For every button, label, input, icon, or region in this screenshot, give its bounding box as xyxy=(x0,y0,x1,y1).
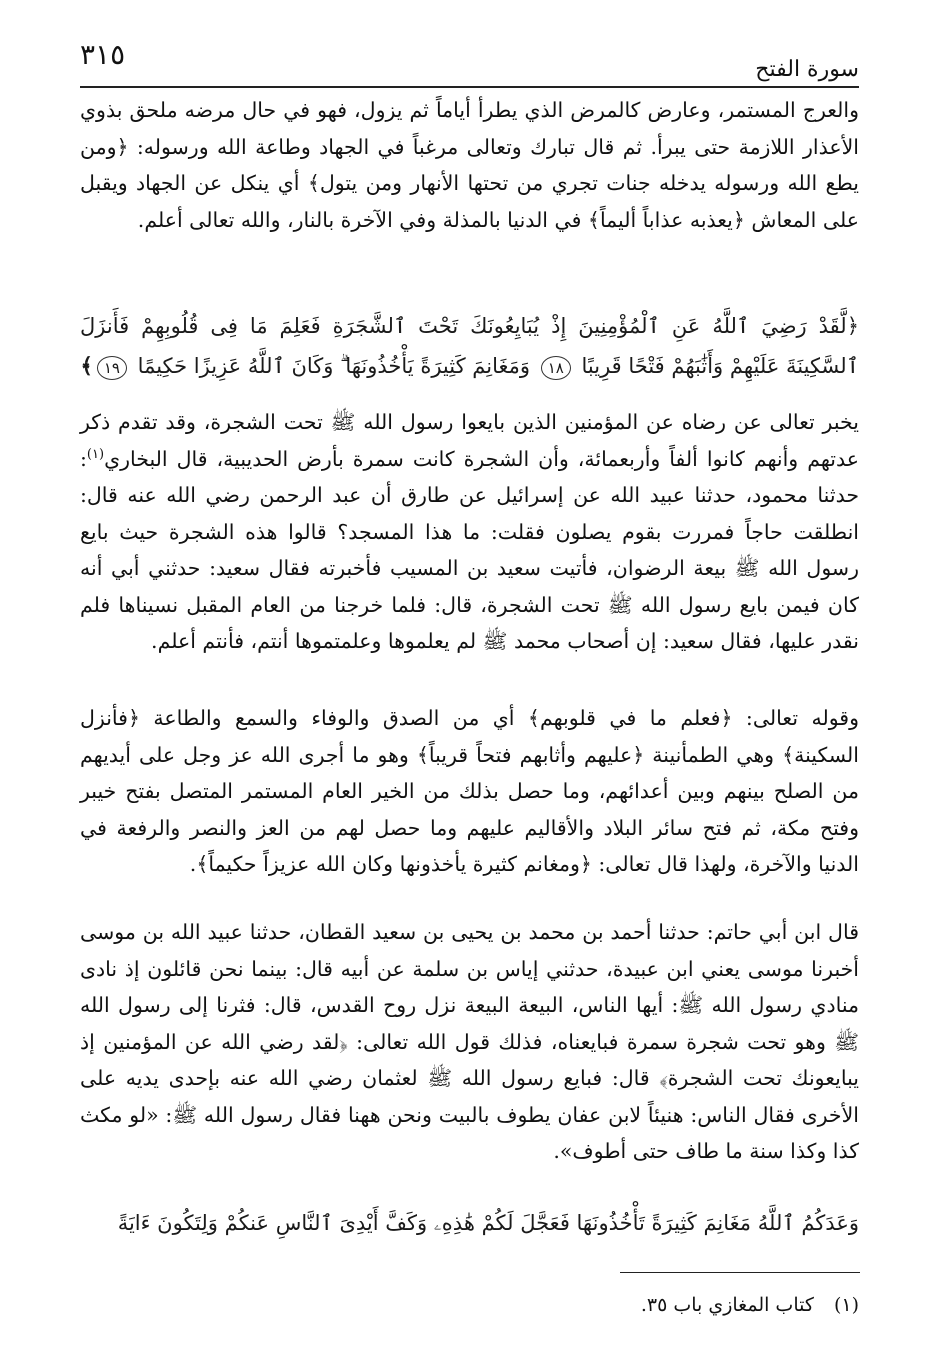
quran-verse-block xyxy=(80,306,859,386)
footnote-number: (١) xyxy=(833,1294,859,1316)
paragraph-1: والعرج المستمر، وعارض كالمرض الذي يطرأ أياماً ثم يزول، فهو في حال مرضه ملحق بذوي الأعذار اللازمة حتى يبرأ. ثم قال تبارك وتعالى مرغباً في الجهاد وطاعة الله ورسوله: ﴿ومن يطع الله ورسوله يدخله جنات تجري من تحتها الأنهار ومن يتول﴾ أي ينكل عن الجهاد ويقبل على المعاش ﴿يعذبه عذاباً أليماً﴾ في الدنيا بالمذلة وفي الآخرة بالنار، والله تعالى أعلم. xyxy=(80,98,859,232)
page-number: ٣١٥ xyxy=(80,38,126,71)
closing-bracket: ﴾ xyxy=(80,354,93,378)
verse-18-text: ﴿لَّقَدْ رَضِيَ ٱللَّهُ عَنِ ٱلْمُؤْمِنِينَ إِذْ يُبَايِعُونَكَ تَحْتَ ٱلشَّجَرَةِ فَعَلِمَ مَا فِى قُلُوبِهِمْ فَأَنزَلَ ٱلسَّكِينَةَ عَلَيْهِمْ وَأَثَٰبَهُمْ فَتْحًا قَرِيبًا xyxy=(80,314,859,378)
paragraph-2-part-2: : حدثنا محمود، حدثنا عبيد الله عن إسرائيل عن طارق أن عبد الرحمن رضي الله عنه قال: انطلقت حاجاً فمررت بقوم يصلون فقلت: ما هذا المسجد؟ قالوا هذه الشجرة حيث بايع رسول الله ﷺ بيعة الرضوان، فأتيت سعيد بن المسيب فأخبرته فقال سعيد: حدثني أبي أنه كان فيمن بايع رسول الله ﷺ تحت الشجرة، قال: فلما خرجنا من العام المقبل نسيناها فلم نقدر عليها، فقال سعيد: إن أصحاب محمد ﷺ لم يعلموها وعلمتموها أنتم، فأنتم أعلم. xyxy=(80,446,859,653)
quran-verse-next: وَعَدَكُمُ ٱللَّهُ مَغَانِمَ كَثِيرَةً تَأْخُذُونَهَا فَعَجَّلَ لَكُمْ هَٰذِهِۦ وَكَفَّ أَيْدِىَ ٱلنَّاسِ عَنكُمْ وَلِتَكُونَ ءَايَةً xyxy=(117,1211,859,1235)
paragraph-3: وقوله تعالى: ﴿فعلم ما في قلوبهم﴾ أي من الصدق والوفاء والسمع والطاعة ﴿فأنزل السكينة﴾ وهي الطمأنينة ﴿عليهم وأثابهم فتحاً قريباً﴾ وهو ما أجرى الله عز وجل على أيديهم من الصلح بينهم وبين أعدائهم، وما حصل بذلك من الخير العام المستمر المتصل بفتح خيبر وفتح مكة، ثم فتح سائر البلاد والأقاليم عليهم وما حصل لهم من العز والنصر والرفعة في الدنيا والآخرة، ولهذا قال تعالى: ﴿ومغانم كثيرة يأخذونها وكان الله عزيزاً حكيماً﴾. xyxy=(80,706,859,876)
footnote-reference[interactable]: (١) xyxy=(86,446,105,462)
paragraph-2 xyxy=(80,404,859,660)
paragraph-2-part-1: يخبر تعالى عن رضاه عن المؤمنين الذين بايعوا رسول الله ﷺ تحت الشجرة، وقد تقدم ذكر عدتهم وأنهم كانوا ألفاً وأربعمائة، وأن الشجرة كانت سمرة بأرض الحديبية، قال البخاري xyxy=(80,410,859,471)
footnote-text: كتاب المغازي باب ٣٥. xyxy=(640,1294,814,1316)
ayah-number-marker: ١٩ xyxy=(97,356,127,380)
surah-title: سورة الفتح xyxy=(755,57,859,82)
page-header xyxy=(80,38,859,88)
ayah-number-marker: ١٨ xyxy=(541,356,571,380)
paragraph-4: قال ابن أبي حاتم: حدثنا أحمد بن محمد بن يحيى بن سعيد القطان، حدثنا عبيد الله بن موسى أخبرنا موسى يعني ابن عبيدة، حدثني إياس بن سلمة عن أبيه قال: بينما نحن قائلون إذ نادى منادي رسول الله ﷺ: أيها الناس، البيعة البيعة نزل روح القدس، قال: فثرنا إلى رسول الله ﷺ وهو تحت شجرة سمرة فبايعناه، فذلك قول الله تعالى: ﴿لقد رضي الله عن المؤمنين إذ يبايعونك تحت الشجرة﴾ قال: فبايع رسول الله ﷺ لعثمان رضي الله عنه بإحدى يديه على الأخرى فقال الناس: هنيئاً لابن عفان يطوف بالبيت ونحن ههنا فقال رسول الله ﷺ: «لو مكث كذا وكذا سنة ما طاف حتى أطوف». xyxy=(80,920,859,1163)
verse-19-text: وَمَغَانِمَ كَثِيرَةً يَأْخُذُونَهَا ۗ وَكَانَ ٱللَّهُ عَزِيزًا حَكِيمًا xyxy=(137,354,530,378)
footnote xyxy=(641,1290,859,1320)
footnote-divider xyxy=(620,1272,860,1273)
